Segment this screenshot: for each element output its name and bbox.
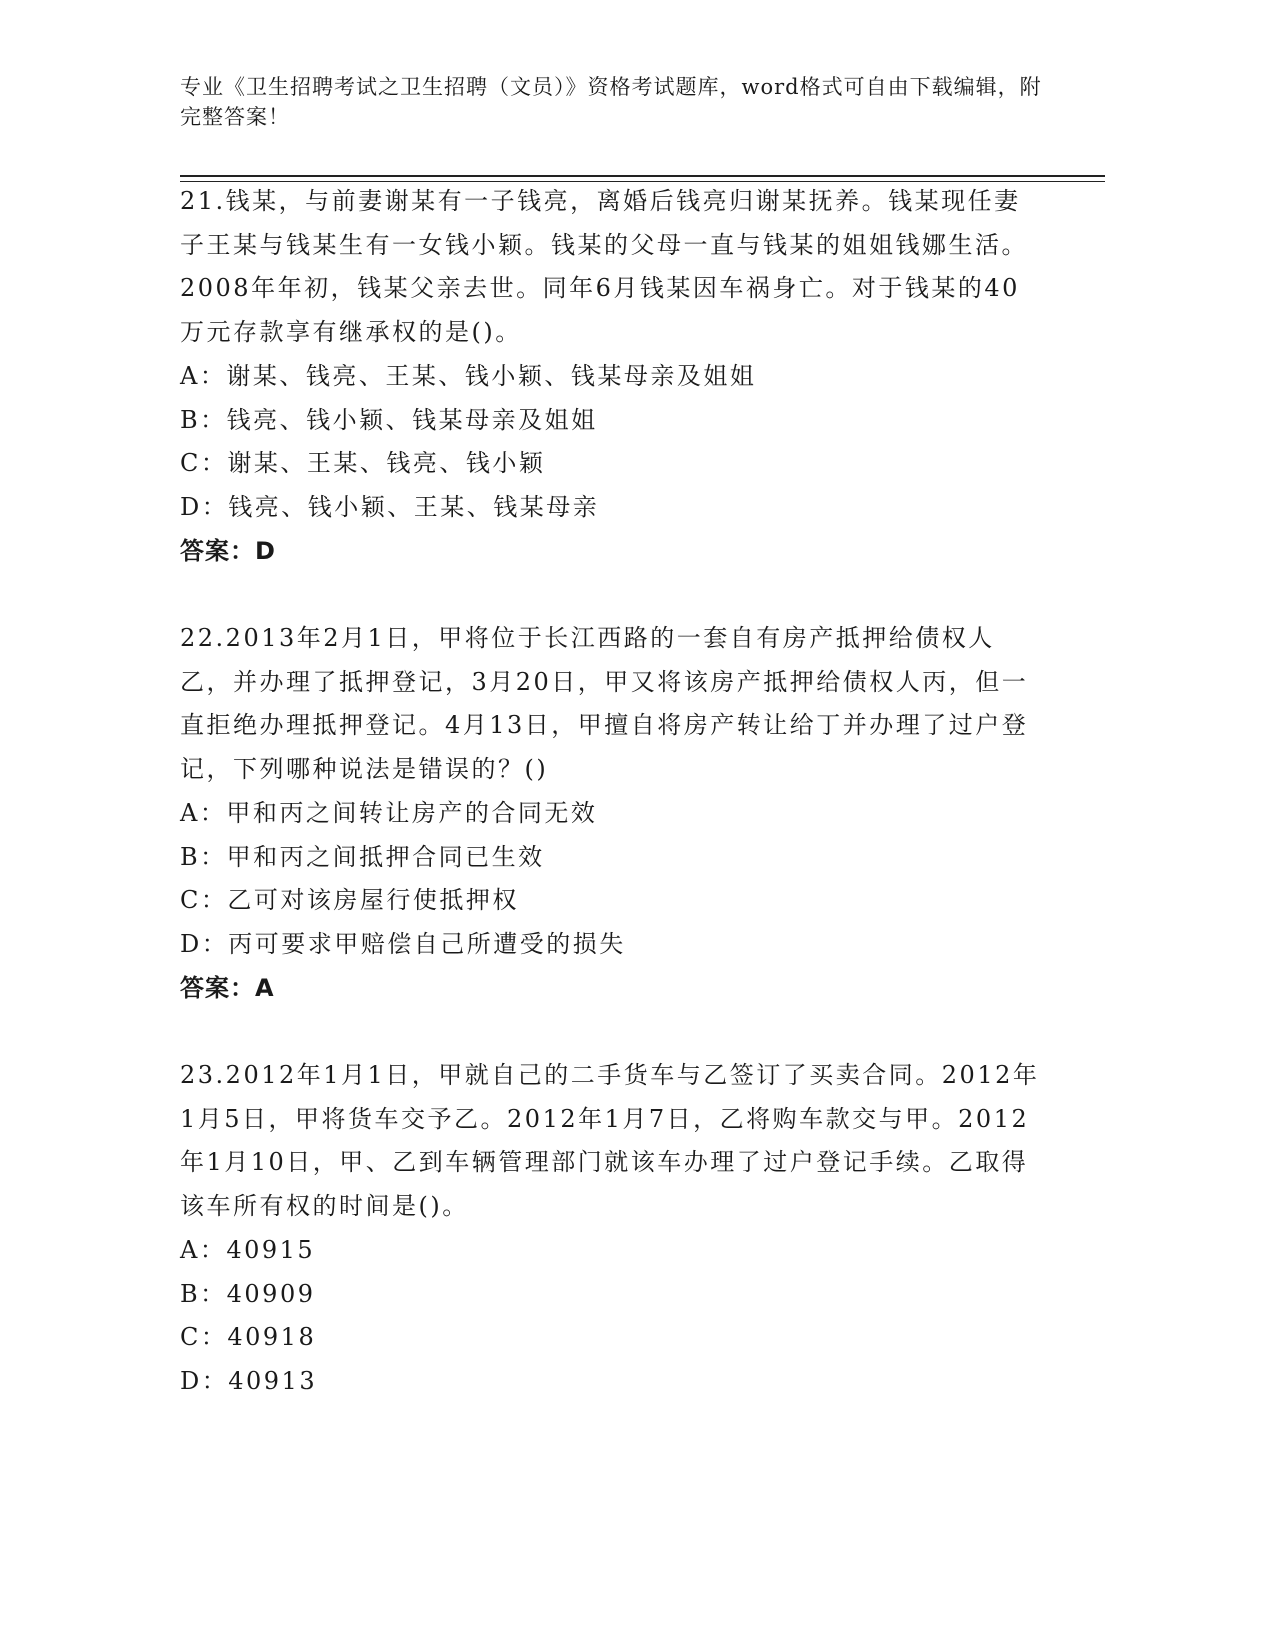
option-d: D：钱亮、钱小颖、王某、钱某母亲 [180,492,600,521]
question-stem: 22.2013年2月1日，甲将位于长江西路的一套自有房产抵押给债权人乙，并办理了抵押登记，3月20日，甲又将该房产抵押给债权人丙，但一直拒绝办理抵押登记。4月13日，甲擅自将房产转让给丁并办理了过户登记，下列哪种说法是错误的？() [180,624,1029,784]
option-b: B：甲和丙之间抵押合同已生效 [180,842,545,871]
option-a: A：甲和丙之间转让房产的合同无效 [180,798,598,827]
question-23 [180,1054,1040,1404]
option-d: D：丙可要求甲赔偿自己所遭受的损失 [180,929,626,958]
option-c: C：乙可对该房屋行使抵押权 [180,886,519,915]
question-stem: 21.钱某，与前妻谢某有一子钱亮，离婚后钱亮归谢某抚养。钱某现任妻子王某与钱某生有一女钱小颖。钱某的父母一直与钱某的姐姐钱娜生活。2008年年初，钱某父亲去世。同年6月钱某因车祸身亡。对于钱某的40万元存款享有继承权的是()。 [180,187,1028,347]
option-b: B：40909 [180,1279,316,1308]
option-a: A：40915 [180,1235,316,1264]
option-b: B：钱亮、钱小颖、钱某母亲及姐姐 [180,405,598,434]
question-list [180,180,1040,1404]
document-header: 专业《卫生招聘考试之卫生招聘（文员）》资格考试题库，word格式可自由下载编辑，附完整答案！ [180,75,1042,129]
answer: 答案：D [180,536,276,565]
option-a: A：谢某、钱亮、王某、钱小颖、钱某母亲及姐姐 [180,361,757,390]
question-21 [180,180,1040,617]
option-c: C：40918 [180,1323,317,1352]
question-spacer [180,1010,1040,1054]
option-d: D：40913 [180,1366,318,1395]
option-c: C：谢某、王某、钱亮、钱小颖 [180,449,546,478]
question-spacer [180,573,1040,617]
question-22 [180,617,1040,1054]
header-divider-thick [180,175,1105,177]
answer: 答案：A [180,973,275,1002]
question-stem: 23.2012年1月1日，甲就自己的二手货车与乙签订了买卖合同。2012年1月5日，甲将货车交予乙。2012年1月7日，乙将购车款交与甲。2012年1月10日，甲、乙到车辆管理部门就该车办理了过户登记手续。乙取得该车所有权的时间是()。 [180,1061,1040,1221]
